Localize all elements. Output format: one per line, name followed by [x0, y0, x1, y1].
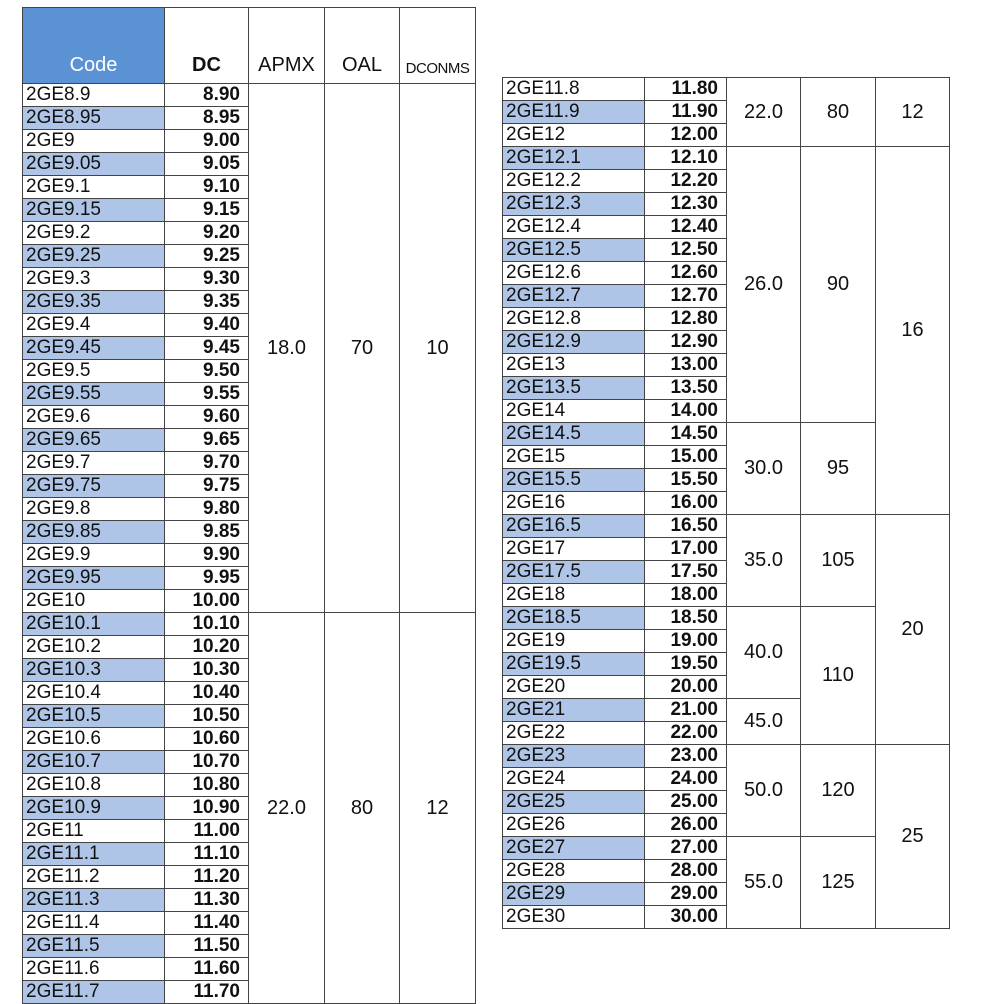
dc-cell: 10.10: [165, 613, 249, 636]
code-cell: 2GE18: [503, 584, 645, 607]
table-row: [503, 745, 950, 768]
code-cell: 2GE15: [503, 446, 645, 469]
code-cell: 2GE10.6: [23, 728, 165, 751]
code-cell: 2GE9.4: [23, 314, 165, 337]
code-cell: 2GE14: [503, 400, 645, 423]
code-cell: 2GE10: [23, 590, 165, 613]
dc-cell: 19.50: [645, 653, 727, 676]
code-cell: 2GE9.75: [23, 475, 165, 498]
dc-cell: 12.00: [645, 124, 727, 147]
code-cell: 2GE12.7: [503, 285, 645, 308]
dc-cell: 18.50: [645, 607, 727, 630]
dc-cell: 11.30: [165, 889, 249, 912]
code-cell: 2GE29: [503, 883, 645, 906]
apmx-cell: 50.0: [727, 745, 801, 837]
dc-cell: 9.70: [165, 452, 249, 475]
oal-cell: 90: [801, 147, 876, 423]
table-row: [503, 515, 950, 538]
code-cell: 2GE11: [23, 820, 165, 843]
dc-cell: 15.50: [645, 469, 727, 492]
dc-cell: 12.10: [645, 147, 727, 170]
code-cell: 2GE11.2: [23, 866, 165, 889]
dc-cell: 10.30: [165, 659, 249, 682]
oal-cell: 95: [801, 423, 876, 515]
code-cell: 2GE9.35: [23, 291, 165, 314]
code-cell: 2GE11.6: [23, 958, 165, 981]
code-cell: 2GE8.9: [23, 84, 165, 107]
table-row: [23, 613, 476, 636]
dc-cell: 9.65: [165, 429, 249, 452]
code-cell: 2GE12.3: [503, 193, 645, 216]
dc-cell: 9.10: [165, 176, 249, 199]
oal-cell: 105: [801, 515, 876, 607]
dc-cell: 11.80: [645, 78, 727, 101]
dc-cell: 11.60: [165, 958, 249, 981]
code-cell: 2GE9.45: [23, 337, 165, 360]
code-cell: 2GE10.8: [23, 774, 165, 797]
dc-cell: 9.60: [165, 406, 249, 429]
dc-cell: 14.00: [645, 400, 727, 423]
dc-cell: 30.00: [645, 906, 727, 929]
code-cell: 2GE8.95: [23, 107, 165, 130]
table-row: [503, 147, 950, 170]
dc-cell: 23.00: [645, 745, 727, 768]
header-code: Code: [23, 8, 165, 84]
dconms-cell: 20: [876, 515, 950, 745]
code-cell: 2GE25: [503, 791, 645, 814]
code-cell: 2GE11.5: [23, 935, 165, 958]
dc-cell: 21.00: [645, 699, 727, 722]
dc-cell: 22.00: [645, 722, 727, 745]
dc-cell: 29.00: [645, 883, 727, 906]
oal-cell: 120: [801, 745, 876, 837]
dconms-cell: 16: [876, 147, 950, 515]
dc-cell: 20.00: [645, 676, 727, 699]
code-cell: 2GE24: [503, 768, 645, 791]
dc-cell: 11.20: [165, 866, 249, 889]
code-cell: 2GE9.1: [23, 176, 165, 199]
code-cell: 2GE9.65: [23, 429, 165, 452]
dc-cell: 12.40: [645, 216, 727, 239]
code-cell: 2GE21: [503, 699, 645, 722]
dc-cell: 9.75: [165, 475, 249, 498]
code-cell: 2GE10.5: [23, 705, 165, 728]
oal-cell: 80: [801, 78, 876, 147]
code-cell: 2GE19: [503, 630, 645, 653]
code-cell: 2GE9.05: [23, 153, 165, 176]
dconms-cell: 12: [876, 78, 950, 147]
apmx-cell: 35.0: [727, 515, 801, 607]
code-cell: 2GE28: [503, 860, 645, 883]
code-cell: 2GE9.9: [23, 544, 165, 567]
code-cell: 2GE12.5: [503, 239, 645, 262]
code-cell: 2GE11.9: [503, 101, 645, 124]
table-row: [23, 84, 476, 107]
dconms-cell: 25: [876, 745, 950, 929]
dc-cell: 16.50: [645, 515, 727, 538]
dc-cell: 9.20: [165, 222, 249, 245]
code-cell: 2GE10.1: [23, 613, 165, 636]
dc-cell: 11.50: [165, 935, 249, 958]
code-cell: 2GE13: [503, 354, 645, 377]
code-cell: 2GE26: [503, 814, 645, 837]
code-cell: 2GE9.3: [23, 268, 165, 291]
dc-cell: 9.85: [165, 521, 249, 544]
apmx-cell: 55.0: [727, 837, 801, 929]
code-cell: 2GE9.5: [23, 360, 165, 383]
code-cell: 2GE22: [503, 722, 645, 745]
code-cell: 2GE11.1: [23, 843, 165, 866]
dc-cell: 10.80: [165, 774, 249, 797]
dc-cell: 10.70: [165, 751, 249, 774]
dc-cell: 12.30: [645, 193, 727, 216]
oal-cell: 110: [801, 607, 876, 745]
code-cell: 2GE11.4: [23, 912, 165, 935]
dc-cell: 17.50: [645, 561, 727, 584]
dc-cell: 10.20: [165, 636, 249, 659]
table-row: [503, 78, 950, 101]
code-cell: 2GE9: [23, 130, 165, 153]
code-cell: 2GE10.9: [23, 797, 165, 820]
code-cell: 2GE12.9: [503, 331, 645, 354]
dc-cell: 10.60: [165, 728, 249, 751]
dc-cell: 9.40: [165, 314, 249, 337]
dc-cell: 9.25: [165, 245, 249, 268]
code-cell: 2GE10.7: [23, 751, 165, 774]
header-dc: DC: [165, 8, 249, 84]
code-cell: 2GE12.2: [503, 170, 645, 193]
apmx-cell: 18.0: [249, 84, 325, 613]
dc-cell: 9.15: [165, 199, 249, 222]
code-cell: 2GE9.85: [23, 521, 165, 544]
code-cell: 2GE23: [503, 745, 645, 768]
oal-cell: 70: [325, 84, 400, 613]
apmx-cell: 22.0: [727, 78, 801, 147]
code-cell: 2GE11.3: [23, 889, 165, 912]
code-cell: 2GE15.5: [503, 469, 645, 492]
dc-cell: 16.00: [645, 492, 727, 515]
dc-cell: 11.10: [165, 843, 249, 866]
code-cell: 2GE9.8: [23, 498, 165, 521]
code-cell: 2GE12.4: [503, 216, 645, 239]
dc-cell: 18.00: [645, 584, 727, 607]
code-cell: 2GE11.7: [23, 981, 165, 1004]
dc-cell: 13.00: [645, 354, 727, 377]
dc-cell: 15.00: [645, 446, 727, 469]
code-cell: 2GE27: [503, 837, 645, 860]
left-spec-table: [22, 7, 476, 1004]
code-cell: 2GE20: [503, 676, 645, 699]
header-apmx: APMX: [249, 8, 325, 84]
dc-cell: 8.90: [165, 84, 249, 107]
dc-cell: 12.60: [645, 262, 727, 285]
dc-cell: 9.45: [165, 337, 249, 360]
right-spec-table: [502, 77, 950, 929]
code-cell: 2GE14.5: [503, 423, 645, 446]
code-cell: 2GE9.2: [23, 222, 165, 245]
dc-cell: 9.55: [165, 383, 249, 406]
code-cell: 2GE12.1: [503, 147, 645, 170]
code-cell: 2GE10.2: [23, 636, 165, 659]
code-cell: 2GE17: [503, 538, 645, 561]
dc-cell: 11.70: [165, 981, 249, 1004]
code-cell: 2GE12.6: [503, 262, 645, 285]
dc-cell: 11.40: [165, 912, 249, 935]
dc-cell: 12.20: [645, 170, 727, 193]
code-cell: 2GE16: [503, 492, 645, 515]
code-cell: 2GE13.5: [503, 377, 645, 400]
dc-cell: 9.95: [165, 567, 249, 590]
dc-cell: 11.00: [165, 820, 249, 843]
dc-cell: 24.00: [645, 768, 727, 791]
dc-cell: 10.50: [165, 705, 249, 728]
code-cell: 2GE9.7: [23, 452, 165, 475]
dc-cell: 28.00: [645, 860, 727, 883]
code-cell: 2GE10.4: [23, 682, 165, 705]
code-cell: 2GE16.5: [503, 515, 645, 538]
code-cell: 2GE9.25: [23, 245, 165, 268]
apmx-cell: 45.0: [727, 699, 801, 745]
code-cell: 2GE11.8: [503, 78, 645, 101]
dc-cell: 9.50: [165, 360, 249, 383]
oal-cell: 80: [325, 613, 400, 1004]
dc-cell: 9.00: [165, 130, 249, 153]
code-cell: 2GE30: [503, 906, 645, 929]
oal-cell: 125: [801, 837, 876, 929]
header-dconms: DCONMS: [400, 8, 476, 84]
apmx-cell: 40.0: [727, 607, 801, 699]
dc-cell: 10.90: [165, 797, 249, 820]
dc-cell: 13.50: [645, 377, 727, 400]
apmx-cell: 30.0: [727, 423, 801, 515]
code-cell: 2GE19.5: [503, 653, 645, 676]
dc-cell: 9.30: [165, 268, 249, 291]
code-cell: 2GE9.15: [23, 199, 165, 222]
dc-cell: 25.00: [645, 791, 727, 814]
dc-cell: 9.05: [165, 153, 249, 176]
code-cell: 2GE9.55: [23, 383, 165, 406]
dc-cell: 12.50: [645, 239, 727, 262]
code-cell: 2GE12.8: [503, 308, 645, 331]
dc-cell: 11.90: [645, 101, 727, 124]
dc-cell: 26.00: [645, 814, 727, 837]
dc-cell: 14.50: [645, 423, 727, 446]
dc-cell: 9.90: [165, 544, 249, 567]
code-cell: 2GE12: [503, 124, 645, 147]
dconms-cell: 10: [400, 84, 476, 613]
dc-cell: 10.00: [165, 590, 249, 613]
dc-cell: 9.80: [165, 498, 249, 521]
code-cell: 2GE9.95: [23, 567, 165, 590]
code-cell: 2GE10.3: [23, 659, 165, 682]
dc-cell: 19.00: [645, 630, 727, 653]
code-cell: 2GE17.5: [503, 561, 645, 584]
header-oal: OAL: [325, 8, 400, 84]
dc-cell: 8.95: [165, 107, 249, 130]
code-cell: 2GE9.6: [23, 406, 165, 429]
dc-cell: 12.70: [645, 285, 727, 308]
dconms-cell: 12: [400, 613, 476, 1004]
dc-cell: 9.35: [165, 291, 249, 314]
dc-cell: 12.90: [645, 331, 727, 354]
dc-cell: 17.00: [645, 538, 727, 561]
apmx-cell: 26.0: [727, 147, 801, 423]
dc-cell: 27.00: [645, 837, 727, 860]
dc-cell: 12.80: [645, 308, 727, 331]
code-cell: 2GE18.5: [503, 607, 645, 630]
dc-cell: 10.40: [165, 682, 249, 705]
apmx-cell: 22.0: [249, 613, 325, 1004]
